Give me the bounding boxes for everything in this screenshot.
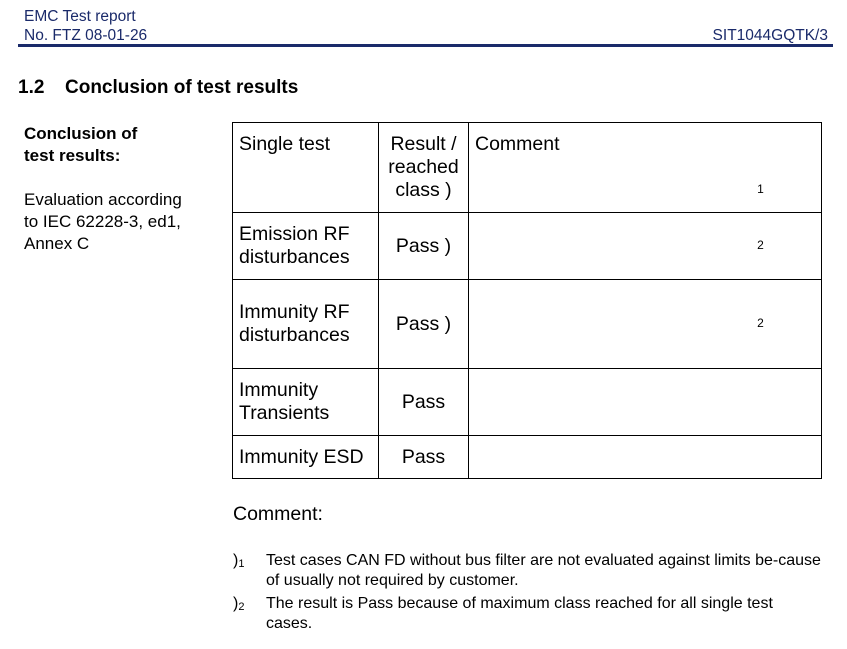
report-number: No. FTZ 08-01-26 (24, 27, 148, 44)
sidebar-heading-line2: test results: (24, 146, 121, 165)
sidebar-notes (24, 123, 219, 255)
document-id: SIT1044GQTK/3 (712, 27, 828, 44)
header-result-line1: Result / (390, 133, 457, 155)
footnote-marker-paren: ) (233, 552, 239, 569)
header-result-line3 (383, 179, 764, 202)
result-cell (379, 436, 469, 479)
comment-cell (469, 369, 822, 436)
footnote-text: The result is Pass because of maximum class reached for all single test cases. (266, 595, 773, 632)
section-number: 1.2 (18, 77, 45, 98)
footnote-text: Test cases CAN FD without bus filter are not evaluated against limits be-cause of usually not required by customer. (266, 552, 821, 589)
sidebar-heading-line1: Conclusion of (24, 124, 138, 143)
result-value: Pass ) (395, 234, 452, 257)
table-header-row (233, 123, 822, 213)
test-name-line2: disturbances (239, 324, 350, 346)
table-row (233, 436, 822, 479)
result-value: Pass (401, 390, 446, 413)
footnote-marker-paren: ) (233, 595, 239, 612)
header-single-test: Single test (233, 123, 379, 213)
footnote-marker (233, 594, 244, 617)
test-name-line1: Immunity (239, 379, 319, 401)
comment-heading: Comment: (233, 503, 323, 525)
header-comment: Comment (469, 123, 822, 213)
result-value: Pass (401, 445, 446, 468)
footnote-marker-number: 1 (238, 558, 245, 570)
test-name-line1: Emission RF (239, 223, 350, 245)
comment-cell (469, 436, 822, 479)
header-result-line2: reached (388, 156, 459, 178)
test-name-line1: Immunity ESD (239, 445, 364, 468)
footnote-1 (233, 551, 823, 591)
table-row (233, 213, 822, 280)
test-name-line2: disturbances (239, 246, 350, 268)
footnote-marker (233, 551, 244, 574)
evaluation-line3: Annex C (24, 234, 90, 253)
footnote-ref: 1 (757, 182, 764, 196)
table-row (233, 369, 822, 436)
evaluation-line1: Evaluation according (24, 190, 182, 209)
footnote-2 (233, 594, 823, 634)
results-table (232, 122, 822, 479)
footnote-ref: 2 (757, 237, 764, 252)
test-name-line2: Transients (239, 402, 330, 424)
result-cell (379, 213, 764, 280)
report-title: EMC Test report (24, 8, 136, 25)
test-name-line1: Immunity RF (239, 301, 350, 323)
result-cell (379, 280, 764, 369)
result-value: Pass ) (395, 312, 452, 335)
evaluation-line2: to IEC 62228-3, ed1, (24, 212, 181, 231)
test-name-cell (233, 436, 379, 479)
test-name-cell (233, 213, 379, 280)
section-heading (18, 77, 298, 99)
table-row (233, 280, 822, 369)
header-divider (18, 44, 833, 47)
result-cell (379, 369, 469, 436)
section-title: Conclusion of test results (65, 77, 299, 98)
footnote-marker-number: 2 (238, 601, 245, 613)
footnote-ref: 2 (757, 315, 764, 330)
test-name-cell (233, 369, 379, 436)
report-header (24, 7, 147, 45)
test-name-cell (233, 280, 379, 369)
header-result-line3-text: class ) (395, 179, 452, 201)
